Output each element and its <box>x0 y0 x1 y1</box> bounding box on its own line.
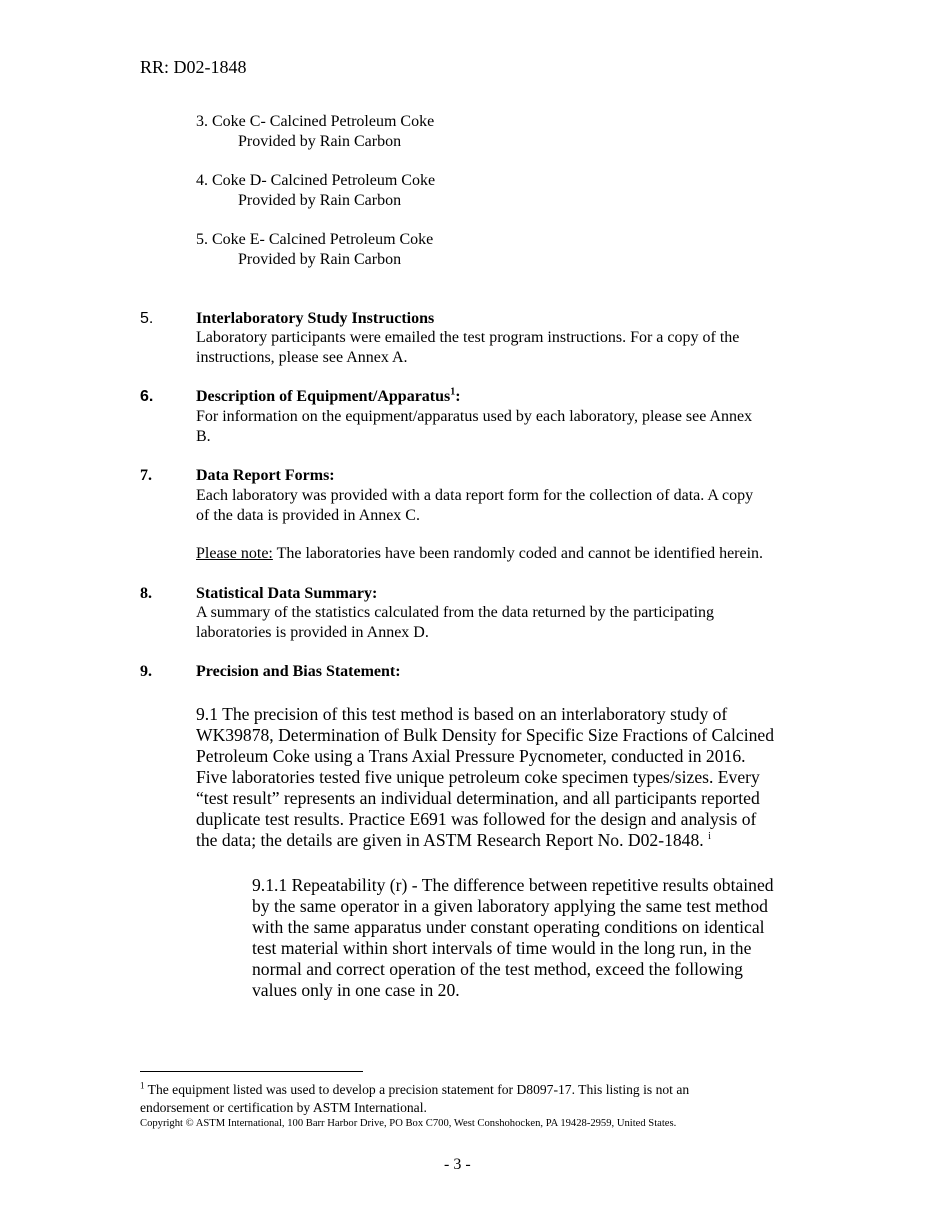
paragraph-line-text: the data; the details are given in ASTM Research Report No. D02-1848. <box>196 830 704 850</box>
section-heading: Interlaboratory Study Instructions <box>196 310 435 327</box>
section-number: 8. <box>140 585 152 602</box>
paragraph-line: values only in one case in 20. <box>252 980 460 1000</box>
paragraph-line: “test result” represents an individual determination, and all participants reported <box>196 788 760 808</box>
section-text-line: of the data is provided in Annex C. <box>196 507 420 524</box>
coke-item-provider: Provided by Rain Carbon <box>238 133 402 150</box>
section-text-line: Each laboratory was provided with a data report form for the collection of data. A copy <box>196 487 754 504</box>
paragraph-line: by the same operator in a given laboratory applying the same test method <box>252 896 768 916</box>
coke-item-title: 3. Coke C- Calcined Petroleum Coke <box>196 113 435 130</box>
paragraph-line <box>196 830 711 851</box>
footnote-ref: 1 <box>450 386 456 398</box>
note-text: The laboratories have been randomly coded and cannot be identified herein. <box>272 545 764 562</box>
paragraph-line: 9.1.1 Repeatability (r) - The difference between repetitive results obtained <box>252 875 774 895</box>
footnote-separator <box>140 1071 363 1072</box>
paragraph-line: with the same apparatus under constant operating conditions on identical <box>252 917 765 937</box>
footnote-text: The equipment listed was used to develop a precision statement for D8097-17. This listing is not an <box>144 1082 690 1097</box>
paragraph-line: Petroleum Coke using a Trans Axial Pressure Pycnometer, conducted in 2016. <box>196 746 746 766</box>
section-text-line: B. <box>196 428 211 445</box>
copyright-notice: Copyright © ASTM International, 100 Barr Harbor Drive, PO Box C700, West Conshohocken, PA 19428-2959, United States. <box>140 1118 677 1129</box>
paragraph-line: normal and correct operation of the test method, exceed the following <box>252 959 743 979</box>
footnote-marker: 1 <box>140 1080 145 1091</box>
section-text-line: A summary of the statistics calculated from the data returned by the participating <box>196 604 715 621</box>
page-number: - 3 - <box>444 1156 471 1173</box>
footnote-line: endorsement or certification by ASTM International. <box>140 1100 427 1115</box>
endnote-ref: i <box>708 831 711 843</box>
section-number: 7. <box>140 467 152 484</box>
section-heading-text: Description of Equipment/Apparatus <box>196 388 451 405</box>
paragraph-line: 9.1 The precision of this test method is based on an interlaboratory study of <box>196 704 728 724</box>
section-text-line: laboratories is provided in Annex D. <box>196 624 429 641</box>
note-label: Please note: <box>196 545 273 562</box>
section-heading: Statistical Data Summary: <box>196 585 378 602</box>
paragraph-line: Five laboratories tested five unique petroleum coke specimen types/sizes. Every <box>196 767 760 787</box>
coke-item-provider: Provided by Rain Carbon <box>238 251 402 268</box>
report-id-header: RR: D02-1848 <box>140 57 247 77</box>
section-heading: Data Report Forms: <box>196 467 335 484</box>
section-heading: Precision and Bias Statement: <box>196 663 401 680</box>
footnote-line <box>140 1081 689 1099</box>
section-text-line: instructions, please see Annex A. <box>196 349 408 366</box>
section-number: 9. <box>140 663 152 680</box>
section-heading <box>196 387 461 407</box>
section-text-line: For information on the equipment/apparatus used by each laboratory, please see Annex <box>196 408 753 425</box>
section-text-line: Laboratory participants were emailed the test program instructions. For a copy of the <box>196 329 740 346</box>
paragraph-line: WK39878, Determination of Bulk Density for Specific Size Fractions of Calcined <box>196 725 775 745</box>
coke-item-title: 5. Coke E- Calcined Petroleum Coke <box>196 231 434 248</box>
paragraph-line: duplicate test results. Practice E691 was followed for the design and analysis of <box>196 809 757 829</box>
note-line <box>196 544 763 564</box>
section-number: 5. <box>140 310 154 327</box>
section-number: 6. <box>140 388 154 405</box>
paragraph-line: test material within short intervals of time would in the long run, in the <box>252 938 752 958</box>
coke-item-provider: Provided by Rain Carbon <box>238 192 402 209</box>
coke-item-title: 4. Coke D- Calcined Petroleum Coke <box>196 172 436 189</box>
section-heading-suffix: : <box>455 388 461 405</box>
